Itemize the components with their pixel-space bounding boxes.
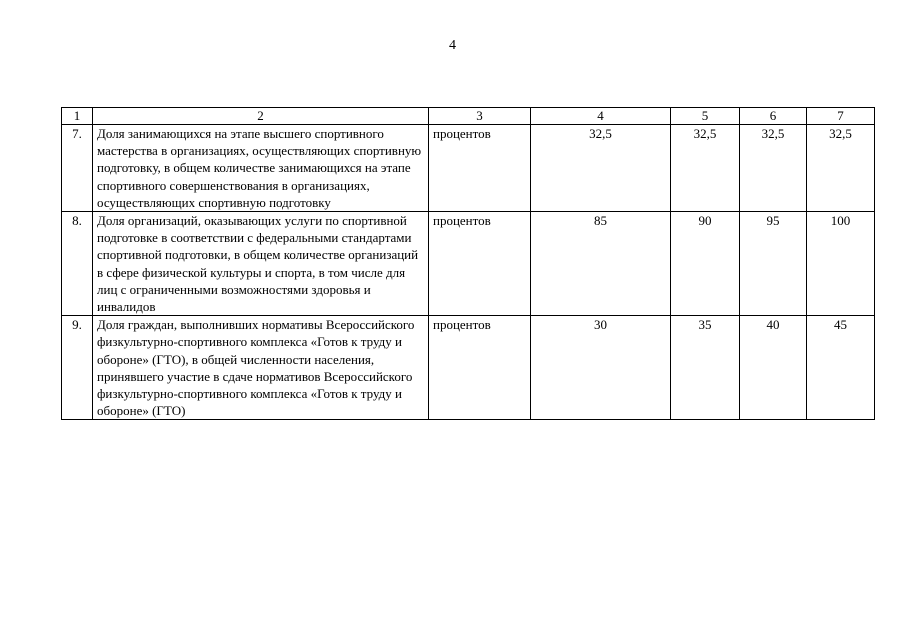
value-col-4: 32,5: [531, 125, 671, 212]
value-col-6: 95: [740, 212, 807, 316]
value-col-6: 32,5: [740, 125, 807, 212]
row-number: 7.: [62, 125, 93, 212]
row-number: 9.: [62, 316, 93, 420]
unit-cell: процентов: [429, 212, 531, 316]
value-col-5: 32,5: [671, 125, 740, 212]
column-header-5: 5: [671, 108, 740, 125]
indicator-name: Доля занимающихся на этапе высшего спортивного мастерства в организациях, осуществляющих спортивную подготовку, в общем количестве занимающихся на этапе спортивного совершенствования в организациях, осуществляющих спортивную подготовку: [93, 125, 429, 212]
indicator-name: Доля граждан, выполнивших нормативы Всероссийского физкультурно-спортивного комплекса «Готов к труду и обороне» (ГТО), в общей численности населения, принявшего участие в сдаче нормативов Всероссийского физкультурно-спортивного комплекса «Готов к труду и обороне» (ГТО): [93, 316, 429, 420]
indicator-name: Доля организаций, оказывающих услуги по спортивной подготовке в соответствии с федеральными стандартами спортивной подготовки, в общем количестве организаций в сфере физической культуры и спорта, в том числе для лиц с ограниченными возможностями здоровья и инвалидов: [93, 212, 429, 316]
table-row: [62, 125, 875, 212]
value-col-5: 90: [671, 212, 740, 316]
value-col-5: 35: [671, 316, 740, 420]
unit-cell: процентов: [429, 125, 531, 212]
value-col-7: 100: [807, 212, 875, 316]
value-col-4: 30: [531, 316, 671, 420]
page-number: 4: [449, 38, 456, 53]
column-header-6: 6: [740, 108, 807, 125]
column-header-2: 2: [93, 108, 429, 125]
value-col-7: 32,5: [807, 125, 875, 212]
column-header-3: 3: [429, 108, 531, 125]
table-row: [62, 212, 875, 316]
value-col-6: 40: [740, 316, 807, 420]
row-number: 8.: [62, 212, 93, 316]
column-header-4: 4: [531, 108, 671, 125]
unit-cell: процентов: [429, 316, 531, 420]
table-row: [62, 316, 875, 420]
column-header-1: 1: [62, 108, 93, 125]
indicators-table: [61, 107, 875, 420]
column-header-7: 7: [807, 108, 875, 125]
value-col-7: 45: [807, 316, 875, 420]
value-col-4: 85: [531, 212, 671, 316]
header-row: [62, 108, 875, 125]
